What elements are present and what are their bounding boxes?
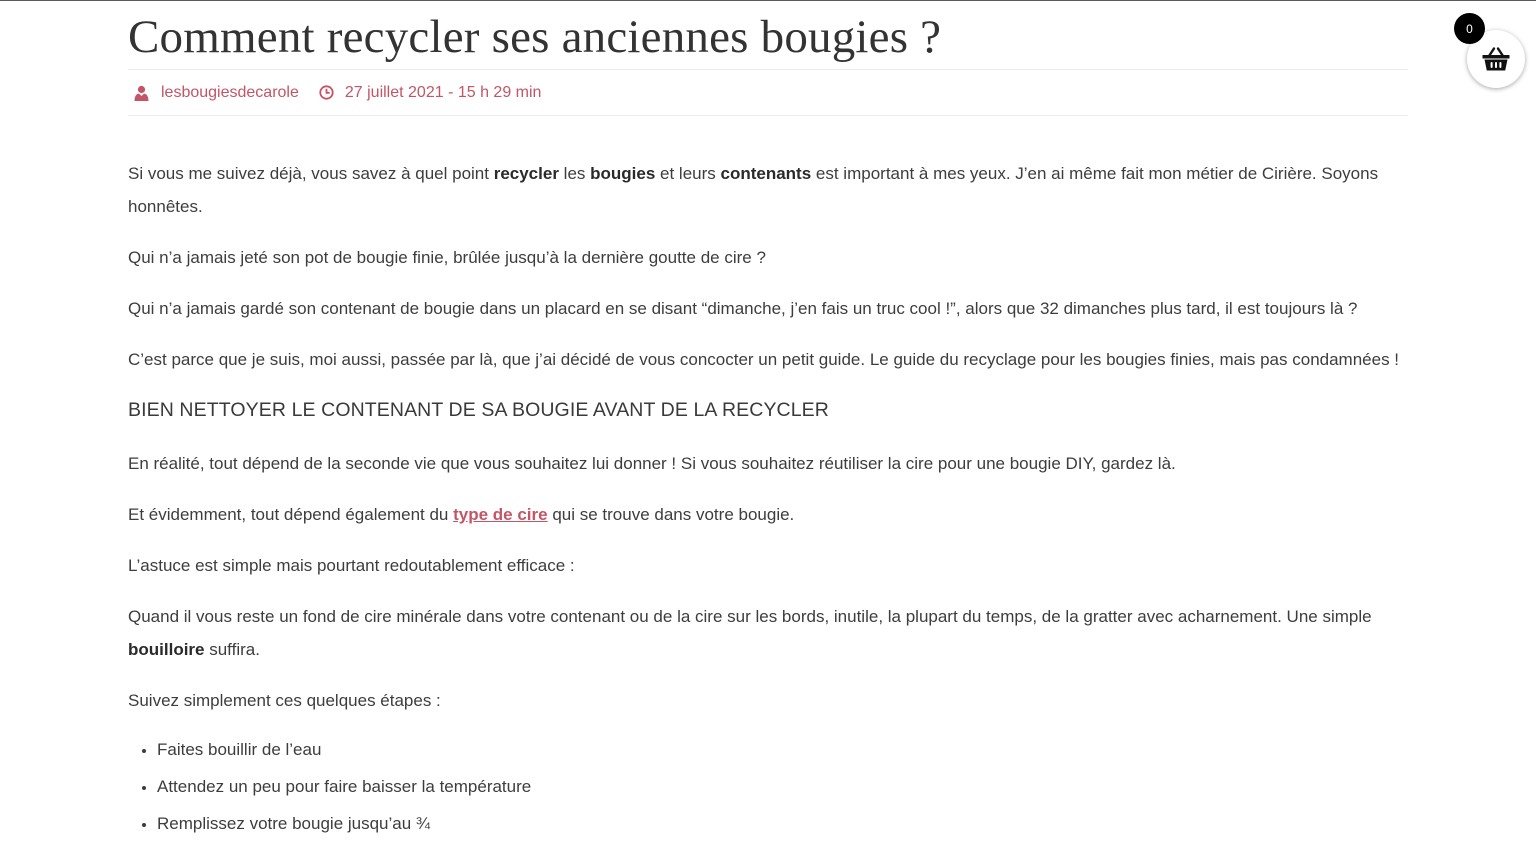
date-meta [317, 84, 542, 102]
list-item: • Attendez un peu pour faire baisser la température [157, 768, 1408, 805]
section-heading: BIEN NETTOYER LE CONTENANT DE SA BOUGIE AVANT DE LA RECYCLER [128, 399, 829, 421]
paragraph-question-1: Qui n’a jamais jeté son pot de bougie finie, brûlée jusqu’à la dernière goutte de cire ? [128, 248, 766, 267]
steps-list [128, 731, 1408, 842]
post-meta [128, 69, 1408, 116]
post-date: 27 juillet 2021 - 15 h 29 min [344, 83, 542, 101]
author-meta[interactable] [128, 84, 299, 102]
paragraph-intro: Si vous me suivez déjà, vous savez à quel point recycler les bougies et leurs contenants est important à mes yeux. J’en ai même fait mon métier de Cirière. Soyons honnêtes. [128, 164, 1379, 216]
page-title: Comment recycler ses anciennes bougies ? [128, 11, 942, 63]
wax-type-link[interactable]: type de cire [453, 505, 548, 524]
cart-count-badge: 0 [1454, 13, 1485, 44]
author-link[interactable]: lesbougiesdecarole [161, 83, 299, 101]
list-item: • Faites bouillir de l’eau [157, 731, 1408, 768]
list-item: • Remplissez votre bougie jusqu’au ¾ [157, 805, 1408, 842]
paragraph-question-2: Qui n’a jamais gardé son contenant de bougie dans un placard en se disant “dimanche, j’en fais un truc cool !”, alors que 32 dimanches plus tard, il est toujours là ? [128, 299, 1358, 318]
blog-article [128, 1, 1408, 842]
paragraph-guide: C’est parce que je suis, moi aussi, passée par là, que j’ai décidé de vous concocter un petit guide. Le guide du recyclage pour les bougies finies, mais pas condamnées ! [128, 350, 1400, 369]
paragraph-tip: L’astuce est simple mais pourtant redoutablement efficace : [128, 556, 575, 575]
paragraph-second-life: En réalité, tout dépend de la seconde vie que vous souhaitez lui donner ! Si vous souhaitez réutiliser la cire pour une bougie DIY, gardez là. [128, 454, 1176, 473]
paragraph-wax-type: Et évidemment, tout dépend également du type de cire qui se trouve dans votre bougie. [128, 505, 795, 524]
clock-icon [319, 85, 334, 100]
paragraph-steps-intro: Suivez simplement ces quelques étapes : [128, 691, 441, 710]
basket-icon [1481, 46, 1511, 72]
paragraph-kettle: Quand il vous reste un fond de cire minérale dans votre contenant ou de la cire sur les bords, inutile, la plupart du temps, de la gratter avec acharnement. Une simple bouilloire suffira. [128, 607, 1372, 659]
user-icon [134, 85, 149, 101]
article-content [128, 157, 1408, 842]
